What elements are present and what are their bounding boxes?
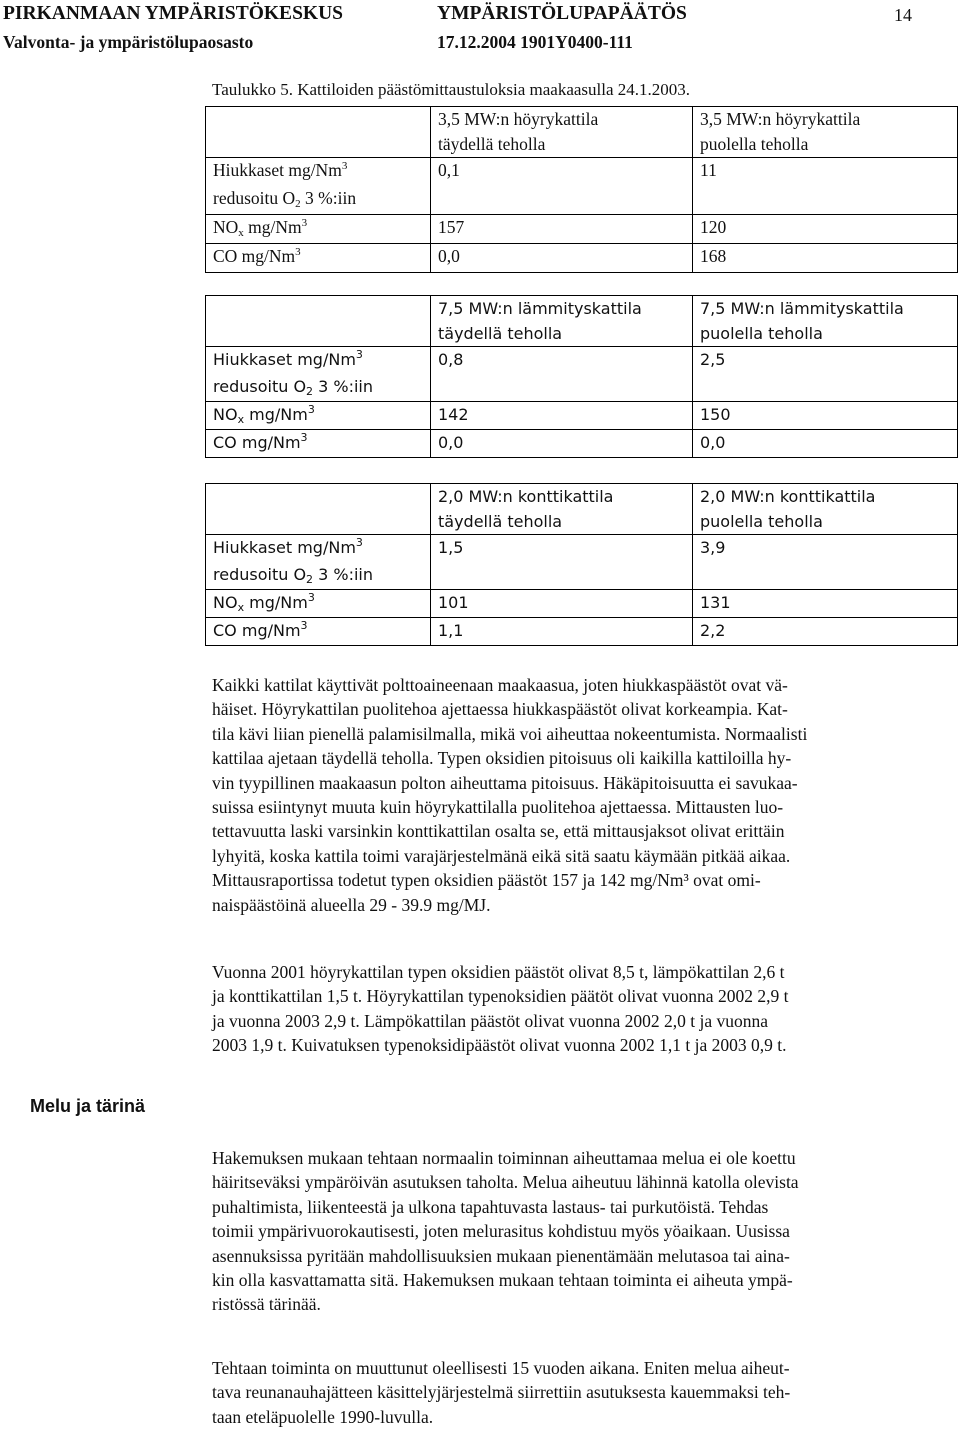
value-cell: 0,0 — [431, 244, 693, 273]
table-row-nox — [206, 215, 958, 244]
header-cell-empty — [206, 107, 431, 158]
header-cell-full-power: 7,5 MW:n lämmityskattila täydellä teholla — [431, 296, 693, 347]
value-cell: 0,0 — [693, 430, 958, 458]
row-label-particles: Hiukkaset mg/Nm$^3$ redusoitu O2 3 %:iin — [206, 158, 431, 215]
value-cell: 120 — [693, 215, 958, 244]
header-cell-empty — [206, 484, 431, 535]
table-header-row — [206, 296, 958, 347]
paragraph-annual-nox: Vuonna 2001 höyrykattilan typen oksidien päästöt olivat 8,5 t, lämpökattilan 2,6 t ja konttikattilan 1,5 t. Höyrykattilan typenoksidien päätöt olivat vuonna 2002 2,9 t ja vuonna 2003 2,9 t. Lämpökattilan päästöt olivat vuonna 2002 2,0 t ja vuonna 2003 1,9 t. Kuivatuksen typenoksidipäästöt olivat vuonna 2002 1,1 t ja 2003 0,9 t. — [212, 962, 789, 1056]
row-label-nox: NOx mg/Nm$^3$ — [206, 215, 431, 244]
table-row-nox — [206, 590, 958, 618]
value-cell: 3,9 — [693, 535, 958, 590]
department-name: Valvonta- ja ympäristölupaosasto — [3, 32, 254, 52]
header-cell-half-power: 3,5 MW:n höyrykattila puolella teholla — [693, 107, 958, 158]
organization-name: PIRKANMAAN YMPÄRISTÖKESKUS — [3, 3, 344, 24]
table-header-row — [206, 107, 958, 158]
value-cell: 157 — [431, 215, 693, 244]
header-cell-full-power: 3,5 MW:n höyrykattila täydellä teholla — [431, 107, 693, 158]
table-row-co — [206, 244, 958, 273]
document-type: YMPÄRISTÖLUPAPÄÄTÖS — [437, 3, 687, 24]
value-cell: 2,5 — [693, 347, 958, 402]
row-label-nox: NOx mg/Nm$^3$ — [206, 590, 431, 618]
table-row-particles — [206, 347, 958, 402]
table-row-co — [206, 430, 958, 458]
row-label-co: CO mg/Nm$^3$ — [206, 618, 431, 646]
row-label-co: CO mg/Nm$^3$ — [206, 244, 431, 273]
value-cell: 168 — [693, 244, 958, 273]
table-row-particles — [206, 535, 958, 590]
row-label-co: CO mg/Nm$^3$ — [206, 430, 431, 458]
value-cell: 1,1 — [431, 618, 693, 646]
document-date-id: 17.12.2004 1901Y0400-111 — [437, 32, 633, 52]
value-cell: 150 — [693, 402, 958, 430]
value-cell: 101 — [431, 590, 693, 618]
header-cell-half-power: 2,0 MW:n konttikattila puolella teholla — [693, 484, 958, 535]
value-cell: 0,0 — [431, 430, 693, 458]
table-caption: Taulukko 5. Kattiloiden päästömittaustuloksia maakaasulla 24.1.2003. — [212, 80, 691, 99]
emissions-table-container-boiler — [205, 483, 958, 646]
header-cell-empty — [206, 296, 431, 347]
value-cell: 11 — [693, 158, 958, 215]
table-row-particles — [206, 158, 958, 215]
emissions-table-heating-boiler — [205, 295, 958, 458]
row-label-particles: Hiukkaset mg/Nm$^3$ redusoitu O2 3 %:iin — [206, 535, 431, 590]
table-row-nox — [206, 402, 958, 430]
value-cell: 142 — [431, 402, 693, 430]
value-cell: 131 — [693, 590, 958, 618]
header-cell-half-power: 7,5 MW:n lämmityskattila puolella teholla — [693, 296, 958, 347]
page-number: 14 — [894, 5, 912, 25]
value-cell: 0,8 — [431, 347, 693, 402]
row-label-nox: NOx mg/Nm$^3$ — [206, 402, 431, 430]
value-cell: 2,2 — [693, 618, 958, 646]
paragraph-noise: Hakemuksen mukaan tehtaan normaalin toiminnan aiheuttamaa melua ei ole koettu häiritseväksi ympäröivän asutuksen taholta. Melua aiheutuu lähinnä katolla olevista puhaltimista, liikenteestä ja ulkona tapahtuvasta lastaus- tai purkutöistä. Tehdas toimii ympärivuorokautisesti, joten melurasitus kohdistuu myös yöaikaan. Uusissa asennuksissa pyritään mahdollisuuksien mukaan pienentämään melutasoa tai aina- kin olla kasvattamatta sitä. Hakemuksen mukaan tehtaan toiminta ei aiheuta ympä- ristössä tärinää. — [212, 1148, 799, 1315]
value-cell: 1,5 — [431, 535, 693, 590]
value-cell: 0,1 — [431, 158, 693, 215]
section-heading-noise: Melu ja tärinä — [30, 1096, 146, 1116]
paragraph-noise-history: Tehtaan toiminta on muuttunut oleellisesti 15 vuoden aikana. Eniten melua aiheut- tava reunanauhajätteen käsittelyjärjestelmä siirrettiin asutuksesta kauemmaksi teh- taan eteläpuolelle 1990-luvulla. — [212, 1358, 791, 1427]
row-label-particles: Hiukkaset mg/Nm$^3$ redusoitu O2 3 %:iin — [206, 347, 431, 402]
table-row-co — [206, 618, 958, 646]
paragraph-emission-analysis: Kaikki kattilat käyttivät polttoaineenaan maakaasua, joten hiukkaspäästöt ovat vä- häiset. Höyrykattilan puolitehoa ajettaessa hiukkaspäästöt olivat korkeampia. Kat- tila kävi liian pienellä palamisilmalla, mikä voi aiheuttaa nokeentumista. Normaalisti kattilaa ajetaan täydellä teholla. Typen oksidien pitoisuus oli kaikilla kattiloilla hy- vin tyypillinen maakaasun polton aiheuttama pitoisuus. Häkäpitoisuutta ei savukaa- suissa esiintynyt muuta kuin höyrykattilalla puolitehoa ajettaessa. Mittausten luo- tettavuutta laski varsinkin konttikattilan osalta se, että mittausjaksot olivat erittäin lyhyitä, koska kattila toimi varajärjestelmänä eikä sitä saatu käymään pitkää aikaa. Mittausraportissa todetut typen oksidien päästöt 157 ja 142 mg/Nm³ ovat omi- naispäästöinä alueella 29 - 39.9 mg/MJ. — [212, 675, 808, 915]
table-header-row — [206, 484, 958, 535]
emissions-table-steam-boiler — [205, 106, 958, 273]
header-cell-full-power: 2,0 MW:n konttikattila täydellä teholla — [431, 484, 693, 535]
